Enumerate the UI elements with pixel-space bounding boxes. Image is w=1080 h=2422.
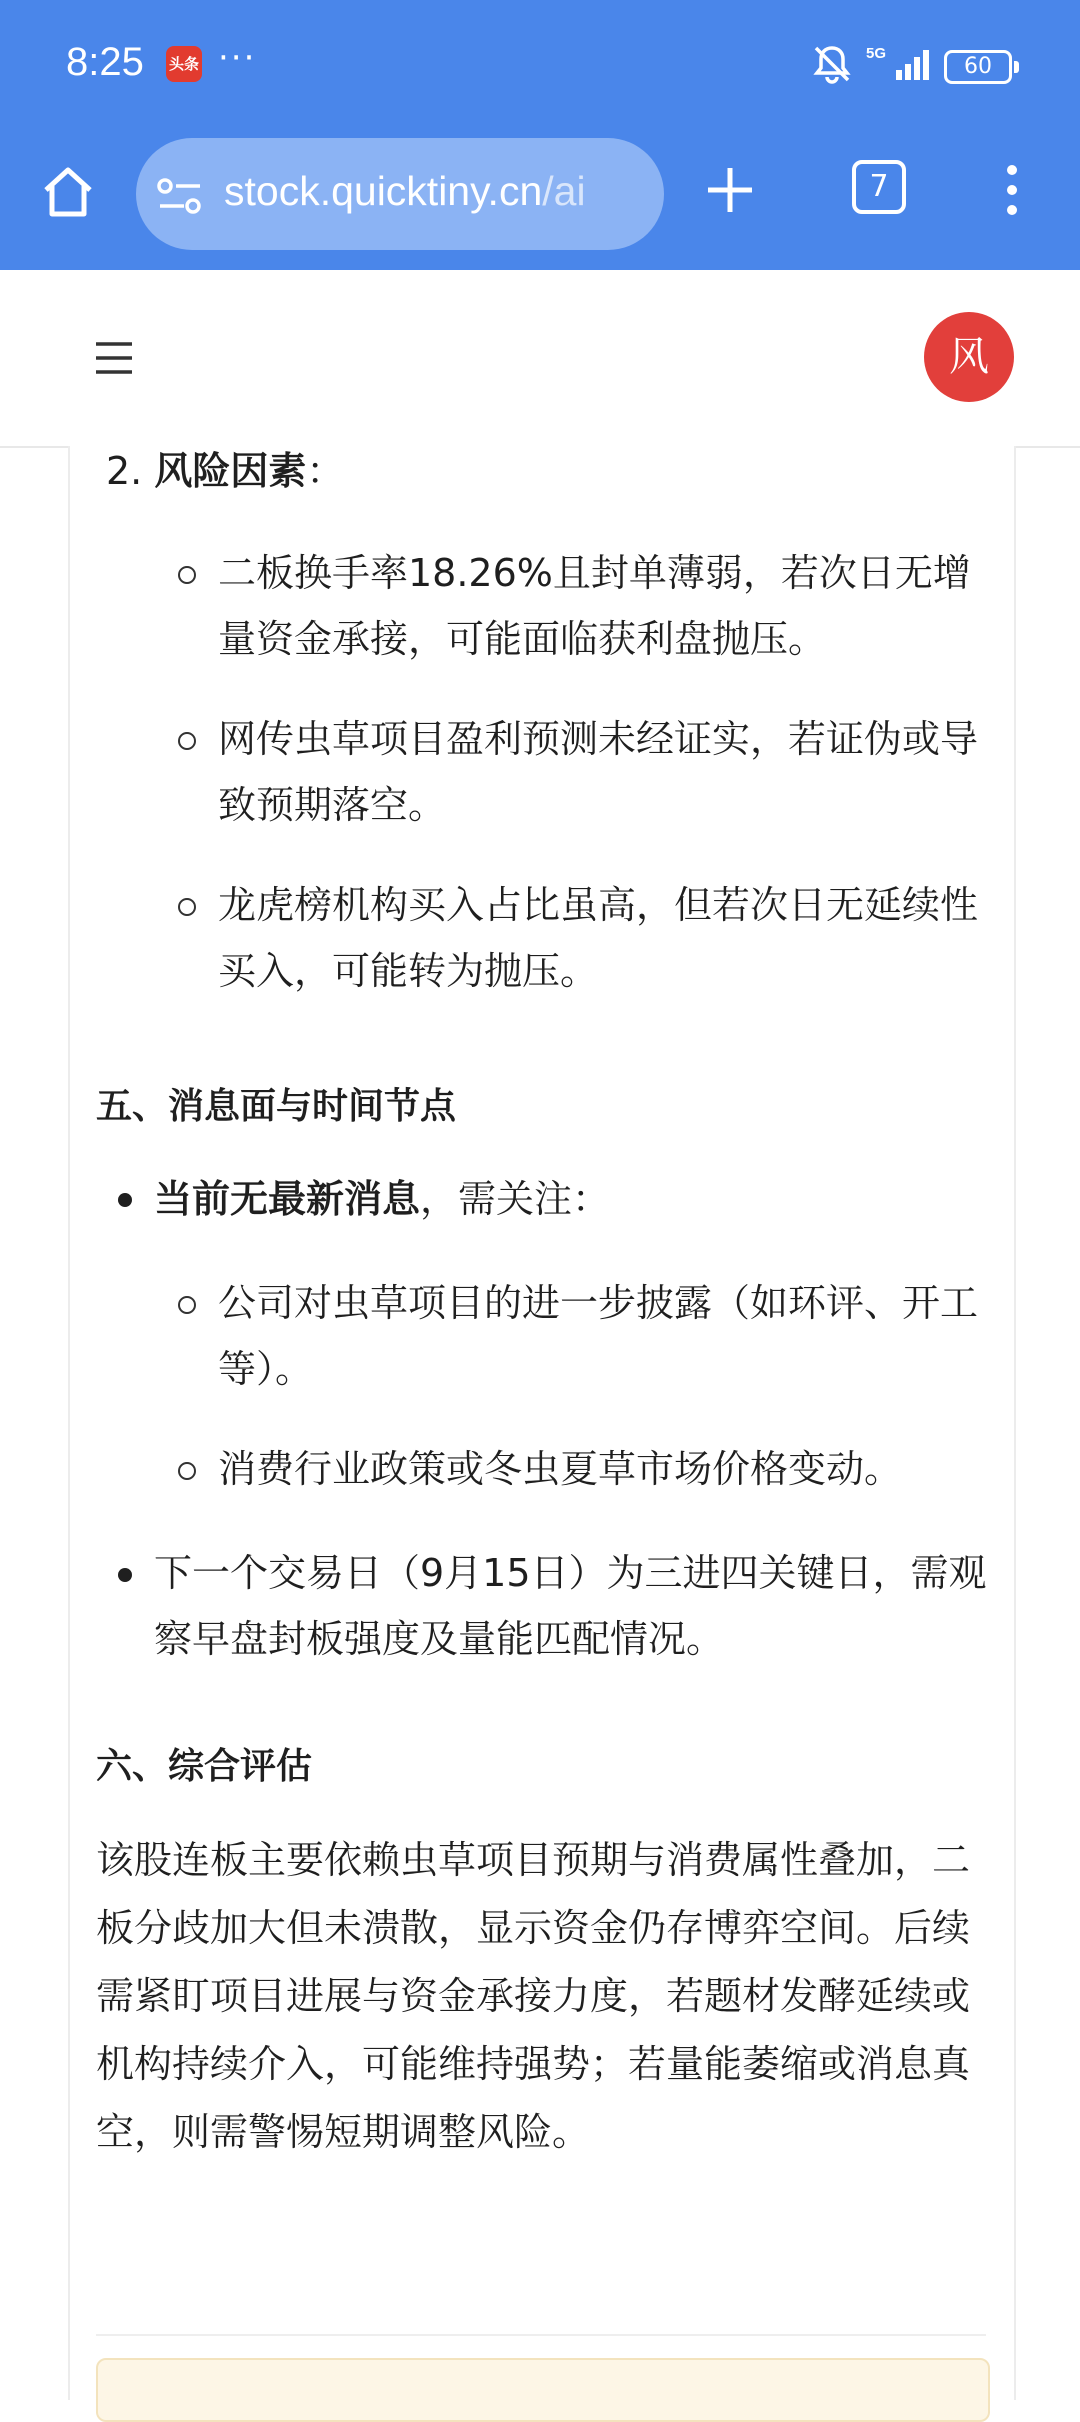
circle-bullet-icon [178, 1462, 196, 1480]
tab-switcher-button[interactable]: 7 [852, 160, 906, 214]
url-path: /ai [542, 168, 586, 214]
bullet-1-bold: 当前无最新消息 [154, 1177, 421, 1221]
more-notifications-icon: ··· [218, 38, 257, 78]
url-host: stock.quicktiny.cn [224, 168, 543, 214]
toutiao-app-icon: 头条 [166, 46, 202, 82]
section-5-bullet-2: 下一个交易日（9月15日）为三进四关键日，需观察早盘封板强度及量能匹配情况。 [154, 1551, 987, 1661]
site-settings-icon[interactable] [156, 176, 204, 216]
network-label: 5G [866, 45, 887, 62]
content-divider [96, 2334, 986, 2336]
bell-muted-icon [810, 42, 854, 86]
url-text[interactable] [224, 168, 586, 215]
notice-box [96, 2358, 990, 2422]
address-bar[interactable] [136, 138, 664, 250]
app-header [0, 270, 1080, 448]
home-icon[interactable] [36, 160, 100, 224]
circle-bullet-icon [178, 1296, 196, 1314]
section-5-sub-item-2: 消费行业政策或冬虫夏草市场价格变动。 [218, 1447, 903, 1491]
circle-bullet-icon [178, 732, 196, 750]
more-menu-icon[interactable] [1000, 160, 1024, 220]
status-bar [0, 0, 1080, 130]
risk-item-3: 龙虎榜机构买入占比虽高，但若次日无延续性买入，可能转为抛压。 [218, 883, 979, 993]
status-time: 8:25 [66, 40, 144, 84]
section-6-heading: 六、综合评估 [96, 1746, 313, 1787]
section-5-sub-item-1: 公司对虫草项目的进一步披露（如环评、开工等）。 [218, 1281, 979, 1391]
risk-factors-title: 风险因素 [154, 449, 307, 493]
risk-item-2: 网传虫草项目盈利预测未经证实，若证伪或导致预期落空。 [218, 717, 979, 827]
section-5-bullet-1 [154, 1166, 1014, 1232]
new-tab-icon[interactable] [700, 160, 760, 220]
section-5-heading: 五、消息面与时间节点 [96, 1086, 457, 1127]
bullet-1-rest: ，需关注： [420, 1177, 611, 1221]
bullet-dot-icon [118, 1568, 132, 1582]
circle-bullet-icon [178, 898, 196, 916]
hamburger-menu-icon[interactable] [94, 338, 134, 378]
battery-icon: 60 [944, 50, 1012, 84]
article-content [68, 446, 1016, 2400]
signal-5g-icon [864, 44, 934, 84]
risk-factors-colon: ： [306, 449, 345, 493]
risk-factors-heading [106, 446, 344, 496]
circle-bullet-icon [178, 566, 196, 584]
browser-toolbar [0, 130, 1080, 270]
section-6-paragraph: 该股连板主要依赖虫草项目预期与消费属性叠加，二板分歧加大但未溃散，显示资金仍存博弈空间。后续需紧盯项目进展与资金承接力度，若题材发酵延续或机构持续介入，可能维持强势；若量能萎缩或消息真空，则需警惕短期调整风险。 [96, 1838, 971, 2154]
list-number: 2. [106, 449, 155, 493]
risk-item-1: 二板换手率18.26%且封单薄弱，若次日无增量资金承接，可能面临获利盘抛压。 [218, 551, 971, 661]
user-avatar[interactable]: 风 [924, 312, 1014, 402]
bullet-dot-icon [118, 1193, 132, 1207]
